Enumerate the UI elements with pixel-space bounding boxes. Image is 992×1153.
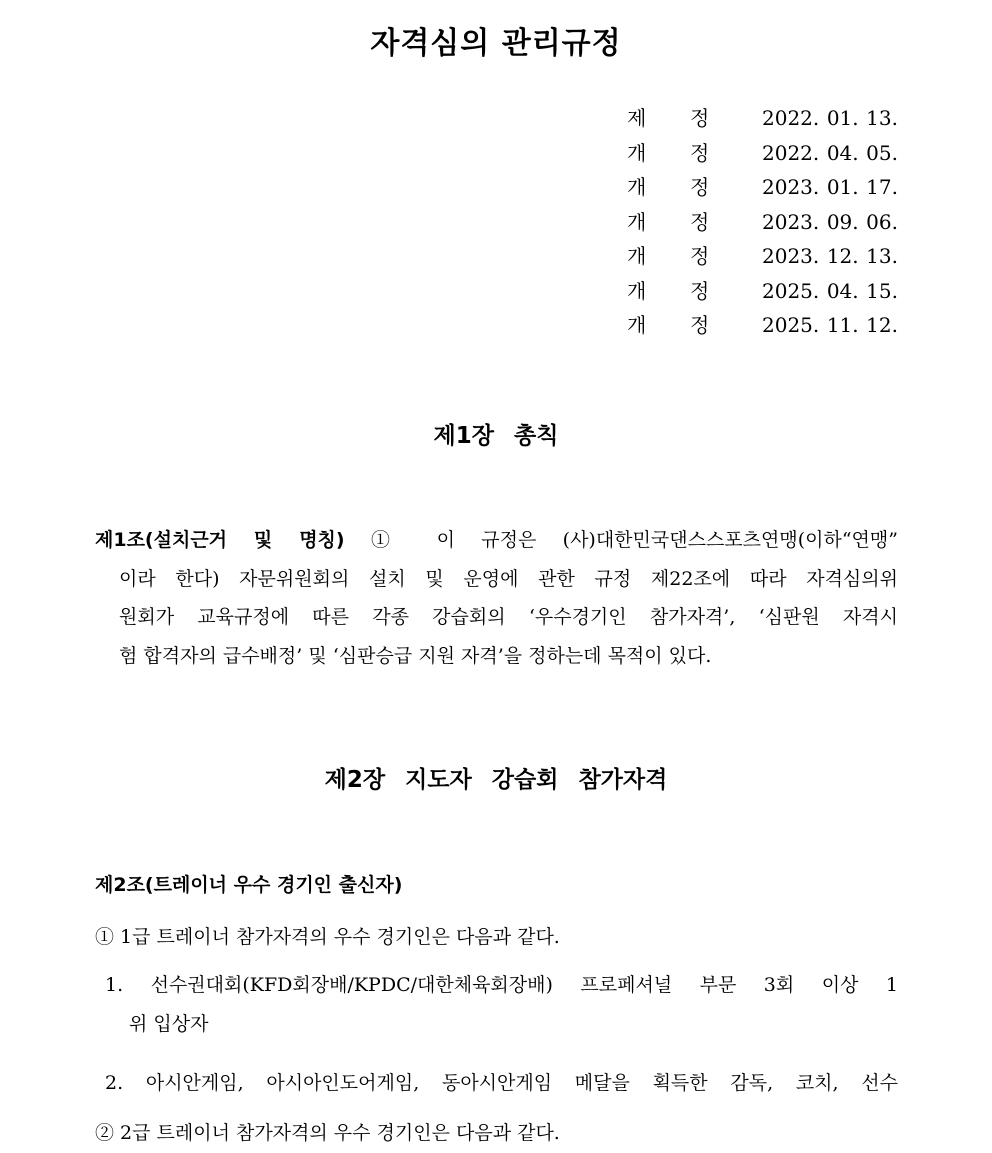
revision-jeong: 정 bbox=[690, 244, 710, 268]
chapter-2-title: 제2장 지도자 강습회 참가자격 bbox=[324, 767, 668, 793]
chapter-1-title: 제1장 총칙 bbox=[433, 423, 559, 449]
revision-date: 2023. 12. 13. bbox=[762, 244, 898, 268]
revision-date: 2025. 04. 15. bbox=[762, 278, 898, 303]
revision-type: 개 bbox=[627, 209, 647, 234]
revision-row bbox=[620, 101, 920, 136]
article-1-heading: 제1조(설치근거 및 명칭) bbox=[95, 529, 345, 551]
article-2-paragraph-2: ② 2급 트레이너 참가자격의 우수 경기인은 다음과 같다. bbox=[95, 1122, 560, 1144]
article-2-heading: 제2조(트레이너 우수 경기인 출신자) bbox=[95, 874, 403, 896]
article-2-paragraph-1: ① 1급 트레이너 참가자격의 우수 경기인은 다음과 같다. bbox=[95, 926, 560, 948]
article-1-text-1: ① 이 규정은 (사)대한민국댄스스포츠연맹(이하“연맹” bbox=[370, 529, 898, 551]
article-1 bbox=[95, 521, 898, 675]
revision-history bbox=[620, 101, 920, 343]
revision-type: 개 bbox=[627, 278, 647, 303]
revision-row bbox=[620, 136, 920, 171]
revision-date: 2023. 09. 06. bbox=[762, 209, 898, 234]
article-2-item-1-line-2: 위 입상자 bbox=[129, 1012, 209, 1035]
revision-date: 2025. 11. 12. bbox=[762, 313, 898, 337]
revision-type: 제 bbox=[627, 106, 647, 130]
article-1-line-3: 원회가 교육규정에 따른 각종 강습회의 ‘우수경기인 참가자격’, ‘심판원 자격시 bbox=[119, 606, 898, 628]
article-2-item-1 bbox=[95, 966, 898, 1043]
revision-date: 2023. 01. 17. bbox=[762, 175, 898, 199]
revision-row bbox=[620, 274, 920, 309]
article-2-item-2 bbox=[95, 1064, 898, 1103]
article-1-line-2: 이라 한다) 자문위원회의 설치 및 운영에 관한 규정 제22조에 따라 자격심의위 bbox=[119, 567, 898, 590]
article-2-item-2-line: 2. 아시안게임, 아시아인도어게임, 동아시안게임 메달을 획득한 감독, 코치, 선수 bbox=[105, 1072, 898, 1094]
revision-type: 개 bbox=[627, 140, 647, 165]
revision-row bbox=[620, 205, 920, 240]
revision-jeong: 정 bbox=[690, 209, 710, 234]
revision-type: 개 bbox=[627, 244, 647, 268]
revision-jeong: 정 bbox=[690, 140, 710, 165]
revision-row bbox=[620, 308, 920, 343]
revision-row bbox=[620, 239, 920, 274]
article-1-line-1 bbox=[95, 521, 898, 560]
article-2-item-1-line-1: 1. 선수권대회(KFD회장배/KPDC/대한체육회장배) 프로페셔널 부문 3회 이상 1 bbox=[105, 974, 898, 996]
revision-jeong: 정 bbox=[690, 313, 710, 337]
revision-jeong: 정 bbox=[690, 175, 710, 199]
revision-date: 2022. 04. 05. bbox=[762, 140, 898, 165]
revision-jeong: 정 bbox=[690, 278, 710, 303]
revision-jeong: 정 bbox=[690, 106, 710, 130]
revision-row bbox=[620, 170, 920, 205]
revision-type: 개 bbox=[627, 313, 647, 337]
document-title: 자격심의 관리규정 bbox=[370, 26, 622, 61]
revision-date: 2022. 01. 13. bbox=[762, 106, 898, 130]
article-1-line-4: 험 합격자의 급수배정’ 및 ‘심판승급 지원 자격’을 정하는데 목적이 있다. bbox=[119, 644, 712, 667]
revision-type: 개 bbox=[627, 175, 647, 199]
